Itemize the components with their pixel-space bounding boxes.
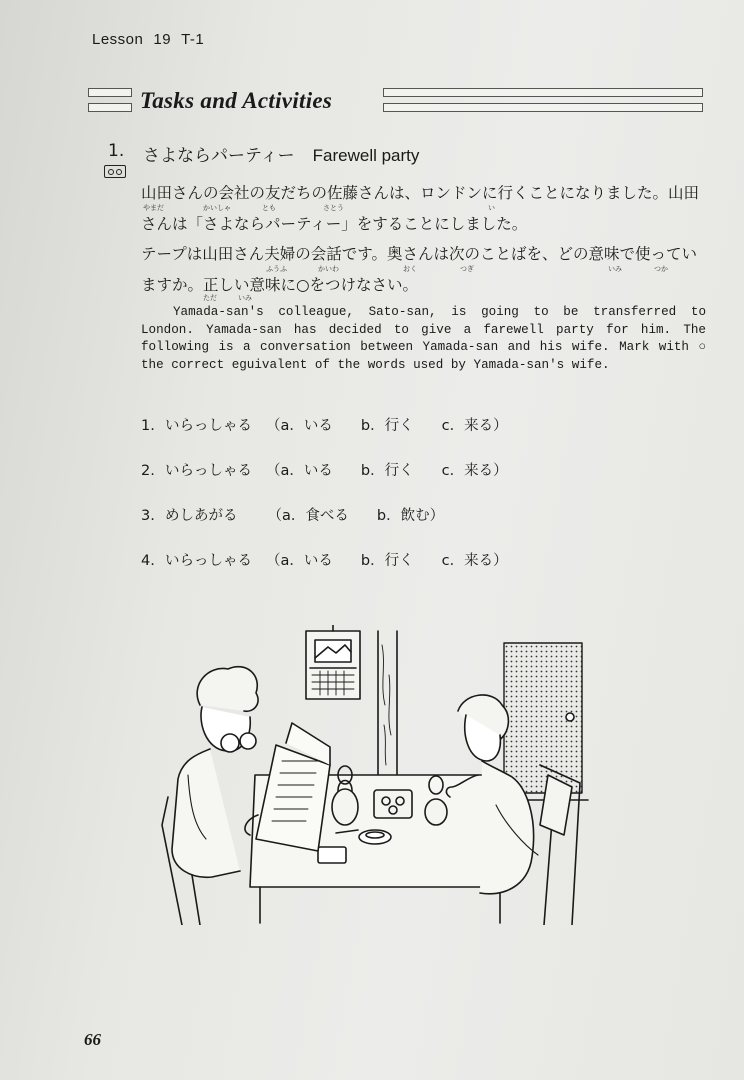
exercise-title-jp: さよならパーティー: [143, 146, 295, 166]
heading-bar-left-top: [88, 88, 132, 97]
furigana: ただ: [203, 294, 217, 302]
question-word: いらっしゃる: [165, 463, 252, 479]
pillar: [378, 631, 397, 775]
option-a[interactable]: （a．いる: [266, 463, 333, 479]
furigana: とも: [262, 204, 276, 212]
furigana: おく: [403, 265, 417, 273]
option-b[interactable]: b．行く: [360, 463, 414, 479]
lesson-number: 19: [153, 31, 172, 48]
heading-bar-right-bottom: [383, 103, 703, 112]
option-a[interactable]: （a．いる: [266, 553, 333, 569]
option-c[interactable]: c．来る）: [441, 418, 508, 434]
furigana: やまだ: [143, 204, 164, 212]
option-b[interactable]: b．行く: [360, 418, 414, 434]
jp-line-4: ますか。正しい意味に○をつけなさい。: [141, 276, 419, 294]
option-b[interactable]: b．行く: [360, 553, 414, 569]
furigana: つか: [654, 265, 668, 273]
question-row: 3. めしあがる （a．食べる b．飲む）: [141, 508, 445, 524]
option-a[interactable]: （a．いる: [266, 418, 333, 434]
cassette-icon: [104, 165, 126, 178]
track-label: T-1: [181, 31, 205, 48]
dinner-table-illustration: [160, 625, 590, 925]
exercise-number: 1.: [108, 141, 125, 161]
option-b[interactable]: b．飲む）: [376, 508, 445, 524]
furigana: さとう: [323, 204, 344, 212]
furigana: ふうふ: [266, 265, 287, 273]
lesson-label: Lesson: [92, 31, 144, 48]
question-word: いらっしゃる: [165, 418, 252, 434]
exercise-title: [143, 141, 419, 166]
jp-line-3: テープは山田さん夫婦の会話です。奥さんは次のことばを、どの意味で使ってい: [141, 245, 697, 263]
question-word: いらっしゃる: [165, 553, 252, 569]
furigana: いみ: [608, 265, 622, 273]
option-c[interactable]: c．来る）: [441, 463, 508, 479]
door: [500, 643, 588, 800]
furigana: つぎ: [460, 265, 474, 273]
furigana: かいしゃ: [203, 204, 231, 212]
furigana: い: [488, 204, 495, 212]
question-word: めしあがる: [165, 508, 238, 524]
question-row: 2. いらっしゃる （a．いる b．行く c．来る）: [141, 463, 508, 479]
option-c[interactable]: c．来る）: [441, 553, 508, 569]
furigana: かいわ: [318, 265, 339, 273]
question-row: 1. いらっしゃる （a．いる b．行く c．来る）: [141, 418, 508, 434]
exercise-title-en: Farewell party: [312, 146, 420, 165]
jp-line-1: 山田さんの会社の友だちの佐藤さんは、ロンドンに行くことになりました。山田: [141, 184, 700, 202]
option-a[interactable]: （a．食べる: [267, 508, 349, 524]
english-instructions: Yamada-san's colleague, Sato-san, is going to be transferred to London. Yamada-san has decided to give a farewell party for him. The following is a conversation between Yamada-san and his wife. Mark with ○ the correct eguivalent of the words used by Yamada-san's wife.: [141, 305, 706, 372]
calendar-icon: [306, 625, 360, 699]
jp-line-2: さんは「さよならパーティー」をすることにしました。: [141, 215, 528, 233]
page-number: 66: [84, 1030, 101, 1049]
lesson-header: [92, 31, 214, 48]
section-heading: Tasks and Activities: [140, 88, 333, 113]
question-row: 4. いらっしゃる （a．いる b．行く c．来る）: [141, 553, 508, 569]
heading-bar-left-bottom: [88, 103, 132, 112]
furigana: いみ: [238, 294, 252, 302]
heading-bar-right-top: [383, 88, 703, 97]
